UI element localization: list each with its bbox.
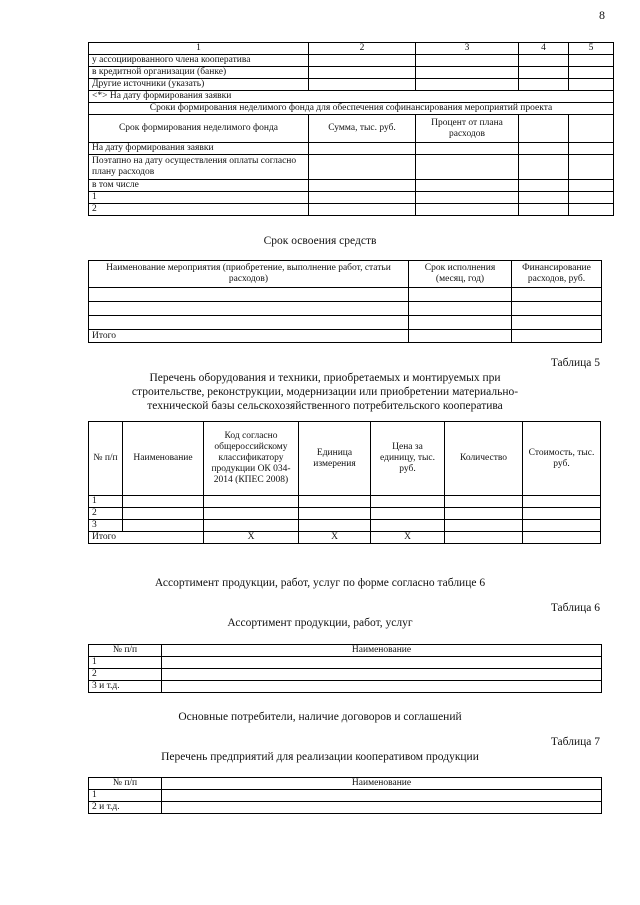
- header-num: № п/п: [89, 645, 162, 657]
- row-label: в том числе: [89, 180, 309, 192]
- assortment-table: [88, 644, 602, 693]
- header-sum: Сумма, тыс. руб.: [309, 115, 416, 143]
- col-num-1: 1: [89, 43, 309, 55]
- col-num-3: 3: [416, 43, 519, 55]
- period-title: Срок освоения средств: [263, 235, 377, 247]
- col-num-2: 2: [309, 43, 416, 55]
- row-num: 2: [89, 669, 162, 681]
- row-num: 1: [89, 496, 123, 508]
- period-table: [88, 260, 602, 343]
- row-label: 2: [89, 204, 309, 216]
- row-num: 2 и т.д.: [89, 802, 162, 814]
- header-deadline: Срок исполнения (месяц, год): [409, 261, 512, 288]
- header-name: Наименование: [123, 422, 204, 496]
- consumers-note: Основные потребители, наличие договоров и соглашений: [178, 711, 462, 723]
- table7-title: Перечень предприятий для реализации кооперативом продукции: [161, 751, 479, 763]
- enterprises-table: [88, 777, 602, 814]
- x-mark: Х: [204, 532, 299, 544]
- section-title: Сроки формирования неделимого фонда для обеспечения софинансирования мероприятий проекта: [89, 103, 614, 115]
- total-label: Итого: [89, 532, 204, 544]
- x-mark: Х: [371, 532, 445, 544]
- header-cost: Стоимость, тыс. руб.: [523, 422, 601, 496]
- funds-table: [88, 42, 614, 216]
- assortment-note: Ассортимент продукции, работ, услуг по форме согласно таблице 6: [154, 577, 486, 589]
- header-num: № п/п: [89, 778, 162, 790]
- header-term: Срок формирования неделимого фонда: [89, 115, 309, 143]
- total-label: Итого: [89, 330, 409, 343]
- header-code: Код согласно общероссийскому классификатору продукции ОК 034-2014 (КПЕС 2008): [204, 422, 299, 496]
- row-num: 2: [89, 508, 123, 520]
- col-num-5: 5: [569, 43, 614, 55]
- row-label: На дату формирования заявки: [89, 143, 309, 155]
- col-num-4: 4: [519, 43, 569, 55]
- row-label: у ассоциированного члена кооператива: [89, 55, 309, 67]
- header-financing: Финансирование расходов, руб.: [512, 261, 602, 288]
- table7-label: Таблица 7: [550, 736, 600, 748]
- row-num: 3 и т.д.: [89, 681, 162, 693]
- header-percent: Процент от плана расходов: [416, 115, 519, 143]
- equipment-table: [88, 421, 601, 544]
- header-unit: Единица измерения: [299, 422, 371, 496]
- header-num: № п/п: [89, 422, 123, 496]
- table6-title: Ассортимент продукции, работ, услуг: [227, 617, 413, 629]
- header-price: Цена за единицу, тыс. руб.: [371, 422, 445, 496]
- header-activity: Наименование мероприятия (приобретение, выполнение работ, статьи расходов): [89, 261, 409, 288]
- row-label: в кредитной организации (банке): [89, 67, 309, 79]
- header-qty: Количество: [445, 422, 523, 496]
- header-name: Наименование: [162, 778, 602, 790]
- page-number: 8: [599, 8, 605, 22]
- row-label: Поэтапно на дату осуществления оплаты согласно плану расходов: [89, 155, 309, 180]
- row-label: Другие источники (указать): [89, 79, 309, 91]
- row-num: 1: [89, 790, 162, 802]
- row-num: 3: [89, 520, 123, 532]
- x-mark: Х: [299, 532, 371, 544]
- header-name: Наименование: [162, 645, 602, 657]
- row-num: 1: [89, 657, 162, 669]
- row-label: 1: [89, 192, 309, 204]
- table5-title: Перечень оборудования и техники, приобретаемых и монтируемых при строительстве, реконструкции, модернизации или приобретении материально-технической базы сельскохозяйственного потребительского кооператива: [131, 372, 519, 412]
- table-note: <*> На дату формирования заявки: [89, 91, 614, 103]
- table6-label: Таблица 6: [550, 602, 600, 614]
- table5-label: Таблица 5: [550, 357, 600, 369]
